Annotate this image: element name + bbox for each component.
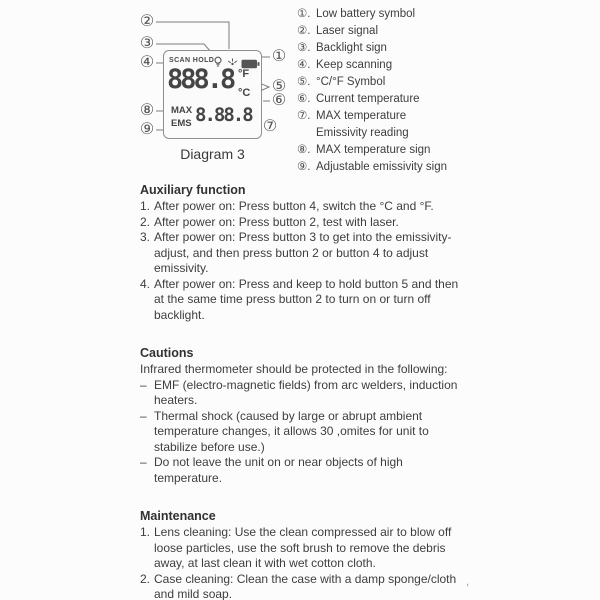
item-text: EMF (electro-magnetic fields) from arc welders, induction heaters.	[154, 377, 458, 407]
item-text: Do not leave the unit on or near objects of high temperature.	[154, 455, 403, 485]
fahrenheit-symbol: °F	[238, 68, 250, 80]
legend-num-spacer	[297, 125, 316, 142]
legend-item	[297, 142, 587, 159]
legend-text: MAX temperature sign	[316, 144, 431, 156]
legend-num: ⑨.	[297, 161, 311, 173]
section-auxiliary-function	[140, 183, 470, 323]
legend-num: ③.	[297, 42, 311, 54]
item-text: Thermal shock (caused by large or abrupt ambient temperature changes, it allows 30 ,omites for unit to stabilize before use.)	[154, 408, 429, 454]
legend-item	[297, 108, 587, 125]
item-marker: –	[140, 408, 147, 423]
item-marker: 2.	[140, 214, 151, 229]
list-item	[140, 378, 468, 409]
item-marker: 1.	[140, 199, 151, 213]
legend-item	[297, 6, 587, 23]
list-item	[140, 199, 468, 215]
diagram-caption: Diagram 3	[180, 146, 245, 162]
ems-sign: EMS	[171, 118, 192, 129]
callout-2: ②	[139, 13, 155, 30]
section-intro: Infrared thermometer should be protected in the following:	[140, 362, 448, 376]
section-title: Auxiliary function	[140, 183, 246, 197]
list-item	[140, 409, 468, 456]
callout-3: ③	[139, 35, 155, 52]
section-cautions	[140, 346, 470, 486]
legend-item	[297, 91, 587, 108]
callout-7: ⑦	[262, 118, 278, 135]
list-item	[140, 455, 468, 486]
scan-hold-label: SCAN HOLD	[169, 57, 215, 64]
legend-item	[297, 40, 587, 57]
legend-text: Backlight sign	[316, 42, 387, 54]
legend-num: ⑤.	[297, 76, 311, 88]
legend-num: ①.	[297, 8, 311, 20]
legend-num: ④.	[297, 59, 311, 71]
legend-item	[297, 74, 587, 91]
legend-text: Laser signal	[316, 25, 379, 37]
body-text	[140, 183, 470, 600]
item-marker: 4.	[140, 276, 151, 291]
legend-num: ⑧.	[297, 144, 311, 156]
legend-text: MAX temperature	[316, 110, 407, 122]
list-item	[140, 572, 468, 600]
legend-item	[297, 159, 587, 176]
legend-text: Emissivity reading	[316, 127, 409, 139]
legend-text: Keep scanning	[316, 59, 393, 71]
item-text: After power on: Press button 2, test with laser.	[154, 214, 399, 229]
lcd-diagram	[0, 0, 300, 180]
list-item	[140, 525, 468, 572]
callout-4: ④	[139, 54, 155, 71]
current-temperature-display: 888.8	[167, 64, 234, 95]
section-title: Maintenance	[140, 509, 216, 523]
item-text: After power on: Press button 3 to get into the emissivity-adjust, and then press button 2 or button 4 to adjust emissivity.	[154, 230, 452, 275]
list-item	[140, 215, 468, 231]
legend-item	[297, 23, 587, 40]
lcd-panel	[163, 50, 262, 139]
item-marker: 2.	[140, 571, 151, 586]
legend-text: Current temperature	[316, 93, 420, 105]
item-text: After power on: Press and keep to hold button 5 and then at the same time press button 2 to turn on or turn off backlight.	[154, 276, 459, 322]
callout-9: ⑨	[139, 121, 155, 138]
callout-1: ①	[271, 48, 287, 65]
callout-6: ⑥	[271, 92, 287, 109]
item-marker: 3.	[140, 230, 151, 244]
section-maintenance	[140, 509, 470, 600]
max-sign: MAX	[171, 105, 193, 116]
max-temperature-display: 8.88.8	[195, 104, 252, 126]
item-text: After power on: Press button 4, switch the °C and °F.	[154, 199, 434, 213]
legend-text: Low battery symbol	[316, 8, 416, 20]
item-marker: 1.	[140, 525, 151, 539]
item-marker: –	[140, 455, 147, 469]
legend-num: ⑥.	[297, 93, 311, 105]
scan-artifact: ,	[466, 576, 470, 588]
item-text: Case cleaning: Clean the case with a damp sponge/cloth and mild soap.	[154, 571, 457, 600]
list-item	[140, 277, 468, 324]
item-marker: –	[140, 377, 147, 392]
legend-item-continuation	[297, 125, 587, 142]
list-item	[140, 230, 468, 277]
legend-text: Adjustable emissivity sign	[316, 161, 448, 173]
legend-num: ⑦.	[297, 110, 311, 122]
legend-list	[297, 6, 587, 176]
section-title: Cautions	[140, 346, 194, 360]
callout-8: ⑧	[139, 102, 155, 119]
legend-text: °C/°F Symbol	[316, 76, 386, 88]
legend-item	[297, 57, 587, 74]
legend-num: ②.	[297, 25, 311, 37]
celsius-symbol: °C	[238, 87, 251, 99]
item-text: Lens cleaning: Use the clean compressed air to blow off loose particles, use the soft brush to remove the debris away, at last clean it with wet cotton cloth.	[154, 525, 452, 570]
callout-5: ⑤	[271, 78, 287, 95]
